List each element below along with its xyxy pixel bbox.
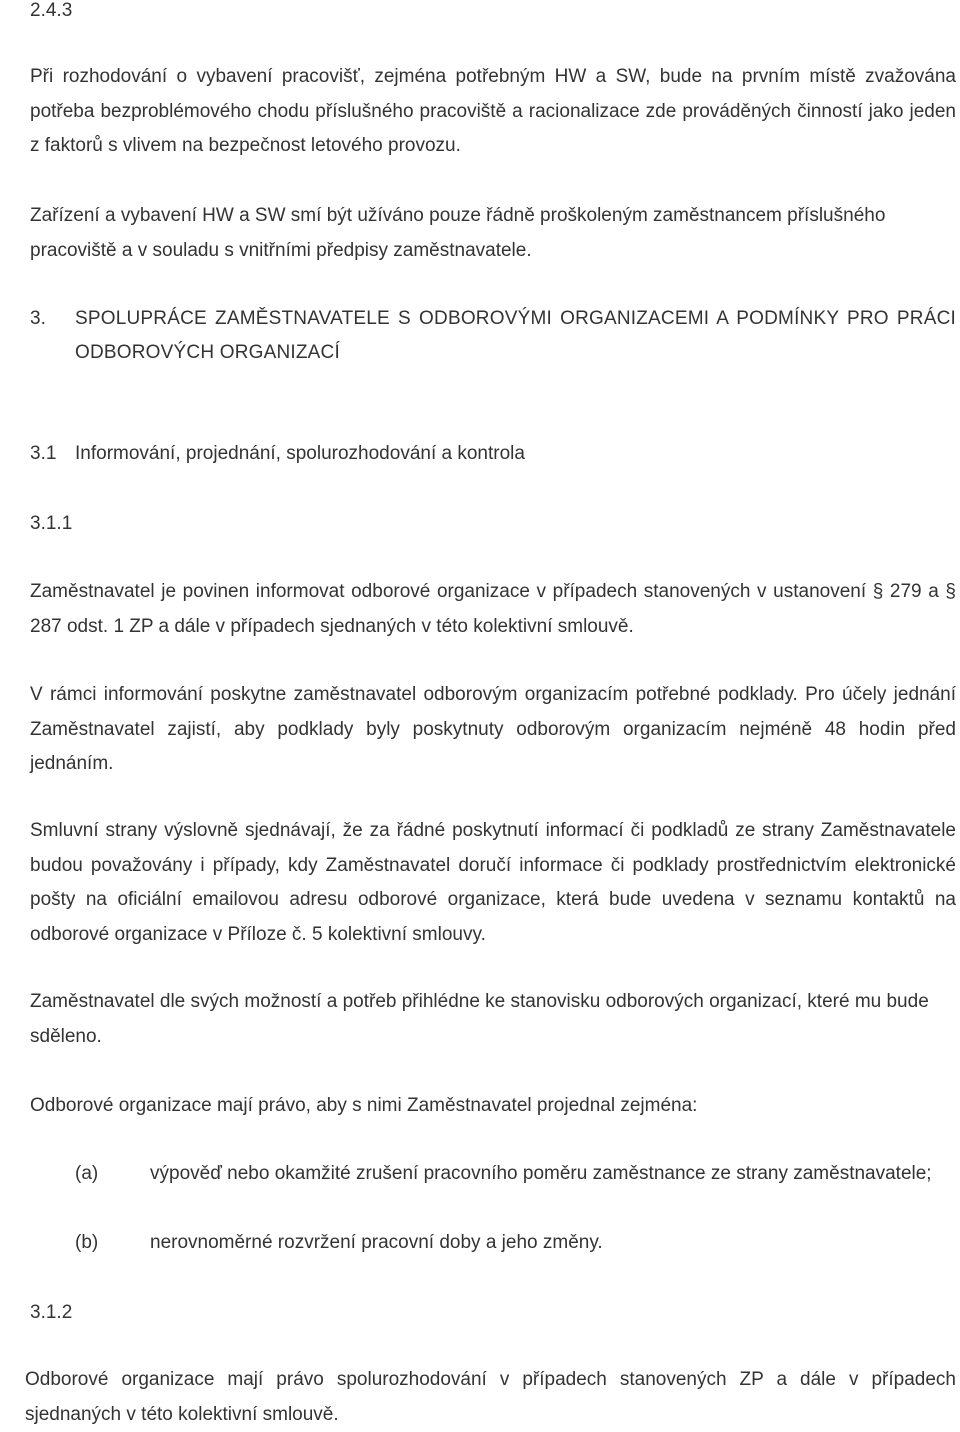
section-number-3: 3. (30, 308, 46, 329)
list-text-b: nerovnoměrné rozvržení pracovní doby a jeho změny. (150, 1232, 603, 1253)
section-title-3: SPOLUPRÁCE ZAMĚSTNAVATELE S ODBOROVÝMI ORGANIZACEMI A PODMÍNKY PRO PRÁCI ODBOROVÝCH ORGANIZACÍ (75, 308, 956, 363)
list-text-a: výpověď nebo okamžité zrušení pracovního poměru zaměstnance ze strany zaměstnavatele; (150, 1163, 932, 1184)
list-item-a (75, 1157, 956, 1227)
list-label-a: (a) (75, 1163, 99, 1184)
paragraph-2-4-3-1: Při rozhodování o vybavení pracovišť, zejména potřebným HW a SW, bude na prvním místě zvažována potřeba bezproblémového chodu příslušného pracoviště a racionalizace zde prováděných činností jako jeden z faktorů s vlivem na bezpečnost letového provozu. (30, 66, 956, 156)
paragraph-2-4-3-2: Zařízení a vybavení HW a SW smí být užíváno pouze řádně proškoleným zaměstnancem příslušného pracoviště a v souladu s vnitřními předpisy zaměstnavatele. (30, 205, 886, 261)
paragraph-3-1-1-1: Zaměstnavatel je povinen informovat odborové organizace v případech stanovených v ustanovení § 279 a § 287 odst. 1 ZP a dále v případech sjednaných v této kolektivní smlouvě. (30, 581, 956, 637)
section-title-3-1: Informování, projednání, spolurozhodování a kontrola (75, 443, 525, 464)
list-item-b (75, 1226, 956, 1262)
paragraph-3-1-1-5: Odborové organizace mají právo, aby s nimi Zaměstnavatel projednal zejména: (30, 1095, 698, 1116)
list-label-b: (b) (75, 1232, 99, 1253)
paragraph-3-1-1-4: Zaměstnavatel dle svých možností a potřeb přihlédne ke stanovisku odborových organizací, které mu bude sděleno. (30, 991, 929, 1047)
section-number-3-1: 3.1 (30, 443, 57, 464)
paragraph-3-1-1-2: V rámci informování poskytne zaměstnavatel odborovým organizacím potřebné podklady. Pro účely jednání Zaměstnavatel zajistí, aby podklady byly poskytnuty odborovým organizacím nejméně 48 hodin před jednáním. (30, 684, 956, 774)
section-number-3-1-2: 3.1.2 (30, 1302, 73, 1323)
paragraph-3-1-2-1: Odborové organizace mají právo spolurozhodování v případech stanovených ZP a dále v případech sjednaných v této kolektivní smlouvě. (25, 1369, 956, 1425)
section-number-2-4-3: 2.4.3 (30, 0, 73, 21)
section-number-3-1-1: 3.1.1 (30, 513, 73, 534)
paragraph-3-1-1-3: Smluvní strany výslovně sjednávají, že za řádné poskytnutí informací či podkladů ze strany Zaměstnavatele budou považovány i případy, kdy Zaměstnavatel doručí informace či podklady prostřednictvím elektronické pošty na oficiální emailovou adresu odborové organizace, která bude uvedena v seznamu kontaktů na odborové organizace v Příloze č. 5 kolektivní smlouvy. (30, 820, 956, 945)
